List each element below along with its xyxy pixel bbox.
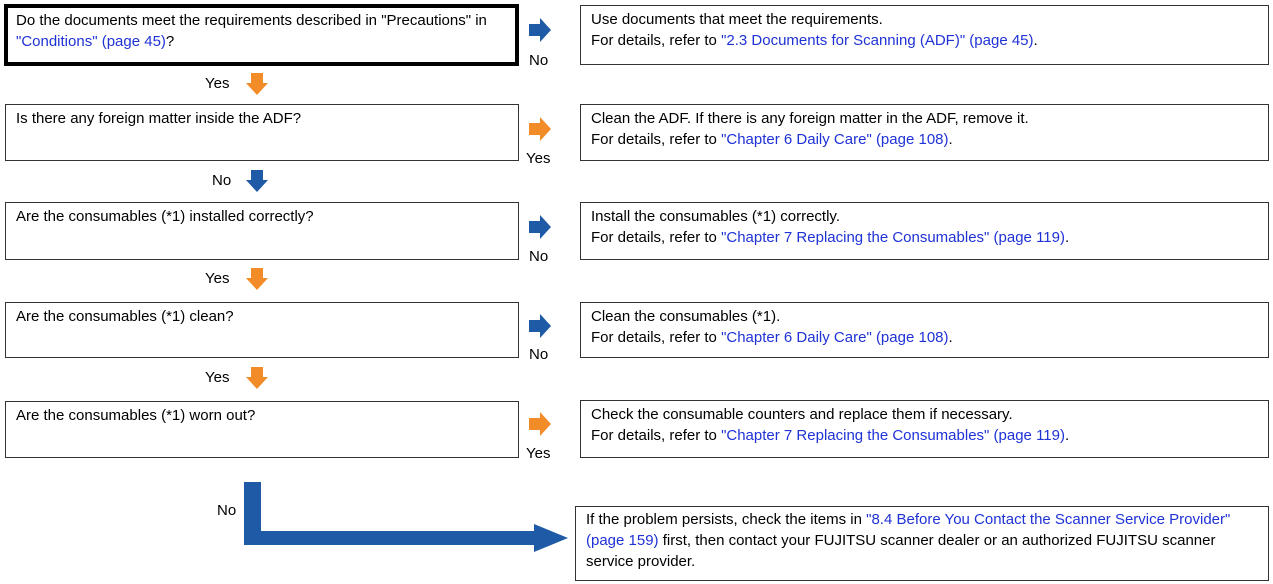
- down-label-3: Yes: [205, 270, 230, 287]
- down-label-2: No: [212, 172, 232, 189]
- replacing-consumables-link-2[interactable]: "Chapter 7 Replacing the Consumables" (page 119): [721, 427, 1065, 444]
- question-box-1: [4, 4, 519, 66]
- action-text-5: Check the consumable counters and replace them if necessary.: [591, 406, 1013, 423]
- down-label-5: No: [217, 502, 237, 519]
- right-arrow-icon-5: [529, 412, 551, 436]
- question-box-5: [5, 401, 519, 458]
- action-period-4: .: [948, 329, 953, 346]
- action-box-1: [580, 5, 1269, 65]
- question-box-3: [5, 202, 519, 260]
- question-suffix-1: ?: [165, 33, 175, 50]
- action-period-3: .: [1064, 229, 1070, 246]
- side-label-1: No: [529, 52, 549, 69]
- action-refer-2: For details, refer to: [591, 131, 722, 148]
- question-text-3: Are the consumables (*1) installed correctly?: [16, 208, 314, 225]
- action-text-3: Install the consumables (*1) correctly.: [591, 208, 840, 225]
- replacing-consumables-link-1[interactable]: "Chapter 7 Replacing the Consumables" (page 119): [721, 229, 1065, 246]
- question-text-5: Are the consumables (*1) worn out?: [16, 407, 256, 424]
- conditions-link[interactable]: "Conditions" (page 45): [16, 33, 166, 50]
- right-arrow-icon-2: [529, 117, 551, 141]
- side-label-3: No: [529, 248, 549, 265]
- down-arrow-icon-4: [246, 367, 268, 389]
- action-box-2: [580, 104, 1269, 161]
- right-arrow-icon-4: [529, 314, 551, 338]
- action-period-5: .: [1064, 427, 1070, 444]
- final-text-pre: If the problem persists, check the items in: [586, 511, 867, 528]
- question-text-2: Is there any foreign matter inside the ADF?: [16, 110, 302, 127]
- action-refer-1: For details, refer to: [591, 32, 722, 49]
- down-label-1: Yes: [205, 75, 230, 92]
- action-box-4: [580, 302, 1269, 358]
- action-refer-3: For details, refer to: [591, 229, 722, 246]
- action-period-2: .: [948, 131, 953, 148]
- down-arrow-icon-3: [246, 268, 268, 290]
- side-label-4: No: [529, 346, 549, 363]
- daily-care-link-2[interactable]: "Chapter 6 Daily Care" (page 108): [721, 329, 949, 346]
- action-box-5: [580, 400, 1269, 458]
- documents-for-scanning-link[interactable]: "2.3 Documents for Scanning (ADF)" (page 45): [721, 32, 1034, 49]
- action-text-2: Clean the ADF. If there is any foreign matter in the ADF, remove it.: [591, 110, 1029, 127]
- daily-care-link-1[interactable]: "Chapter 6 Daily Care" (page 108): [721, 131, 949, 148]
- down-label-4: Yes: [205, 369, 230, 386]
- side-label-5: Yes: [526, 445, 551, 462]
- final-action-box: [575, 506, 1269, 581]
- action-text-4: Clean the consumables (*1).: [591, 308, 781, 325]
- question-text-4: Are the consumables (*1) clean?: [16, 308, 234, 325]
- down-arrow-icon-2: [246, 170, 268, 192]
- elbow-arrow-icon: [244, 482, 568, 552]
- question-box-2: [5, 104, 519, 161]
- down-arrow-icon-1: [246, 73, 268, 95]
- final-text-post: first, then contact your FUJITSU scanner dealer or an authorized FUJITSU scanner service provider.: [586, 532, 1216, 570]
- action-refer-4: For details, refer to: [591, 329, 722, 346]
- action-box-3: [580, 202, 1269, 260]
- right-arrow-icon-1: [529, 18, 551, 42]
- action-text-1: Use documents that meet the requirements.: [591, 11, 883, 28]
- action-refer-5: For details, refer to: [591, 427, 722, 444]
- question-box-4: [5, 302, 519, 358]
- action-period-1: .: [1033, 32, 1038, 49]
- question-text-1: Do the documents meet the requirements described in "Precautions" in: [16, 12, 487, 29]
- before-you-contact-link[interactable]: "8.4 Before You Contact the Scanner Service Provider" (page 159): [586, 511, 1231, 549]
- side-label-2: Yes: [526, 150, 551, 167]
- right-arrow-icon-3: [529, 215, 551, 239]
